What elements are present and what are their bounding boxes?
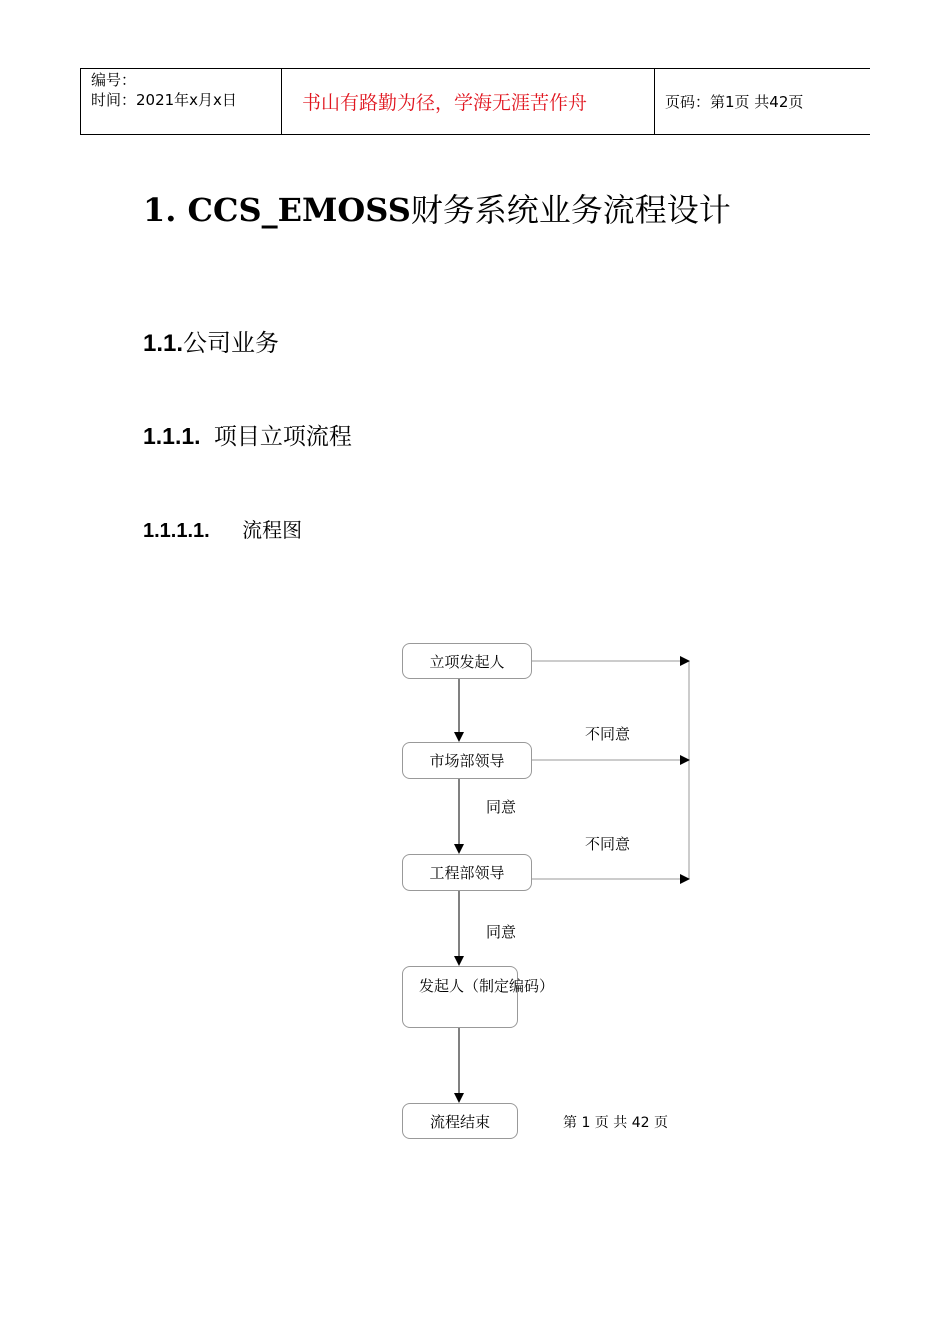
heading-3-title: 项目立项流程 (213, 424, 352, 450)
footer-page-number: 第 1 页 共 42 页 (563, 1115, 668, 1131)
label-disagree-2: 不同意 (585, 835, 631, 853)
heading-1-number: 1. (143, 191, 177, 229)
node-market-lead-label: 市场部领导 (429, 752, 505, 770)
node-end (402, 1103, 518, 1139)
doc-time: 时间：2021年x月x日 (91, 91, 237, 109)
node-eng-lead (402, 854, 532, 891)
node-market-lead (402, 742, 532, 779)
heading-4-number: 1.1.1.1. (143, 520, 210, 542)
heading-4-title: 流程图 (242, 518, 303, 542)
node-end-label: 流程结束 (429, 1113, 490, 1131)
label-agree-1: 同意 (486, 798, 517, 816)
node-initiator-label: 立项发起人 (429, 653, 505, 671)
node-initiator-code-label: 发起人（制定编码） (419, 977, 555, 995)
motto-text: 书山有路勤为径，学海无涯苦作舟 (302, 92, 588, 114)
heading-3-number: 1.1.1. (143, 423, 201, 449)
doc-number: 编号： (91, 71, 137, 89)
heading-2-title: 公司业务 (183, 329, 280, 357)
label-disagree-1: 不同意 (585, 725, 631, 743)
heading-1-zh: 财务系统业务流程设计 (410, 191, 731, 229)
node-initiator (402, 643, 532, 679)
heading-1-latin: CCS_EMOSS (187, 191, 411, 229)
header-page-info: 页码：第1页 共42页 (665, 93, 804, 111)
heading-2-number: 1.1. (143, 330, 184, 357)
node-initiator-code (402, 966, 555, 1028)
node-eng-lead-label: 工程部领导 (429, 864, 505, 882)
label-agree-2: 同意 (486, 923, 517, 941)
